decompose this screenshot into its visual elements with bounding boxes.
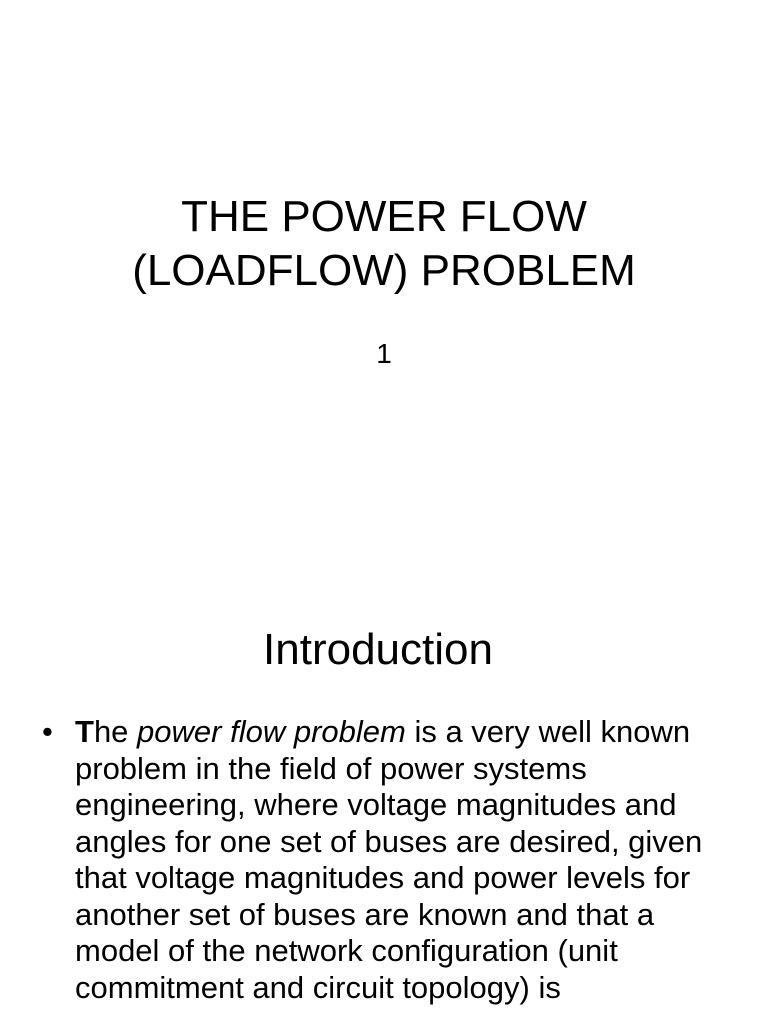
bullet-list bbox=[40, 714, 710, 1006]
section-heading: Introduction bbox=[263, 625, 493, 674]
bullet-text: is a very well known problem in the field of power systems engineering, where voltage magnitudes and angles for one set of buses are desired, given that voltage magnitudes and power levels for another set of buses are known and that a model of the network configuration (unit commitment and circuit topology) is bbox=[75, 714, 703, 1005]
title-line-1: THE POWER FLOW bbox=[181, 192, 587, 241]
bullet-first-word-rest: he bbox=[93, 714, 138, 749]
bullet-first-letter: T bbox=[75, 714, 94, 749]
bullet-item bbox=[40, 714, 710, 1006]
introduction-slide bbox=[0, 576, 768, 1024]
bullet-icon: • bbox=[42, 714, 53, 749]
slide-number: 1 bbox=[376, 338, 392, 369]
slide-title bbox=[0, 190, 768, 298]
title-line-2: (LOADFLOW) PROBLEM bbox=[132, 246, 636, 295]
bullet-italic-phrase: power flow problem bbox=[137, 714, 406, 749]
